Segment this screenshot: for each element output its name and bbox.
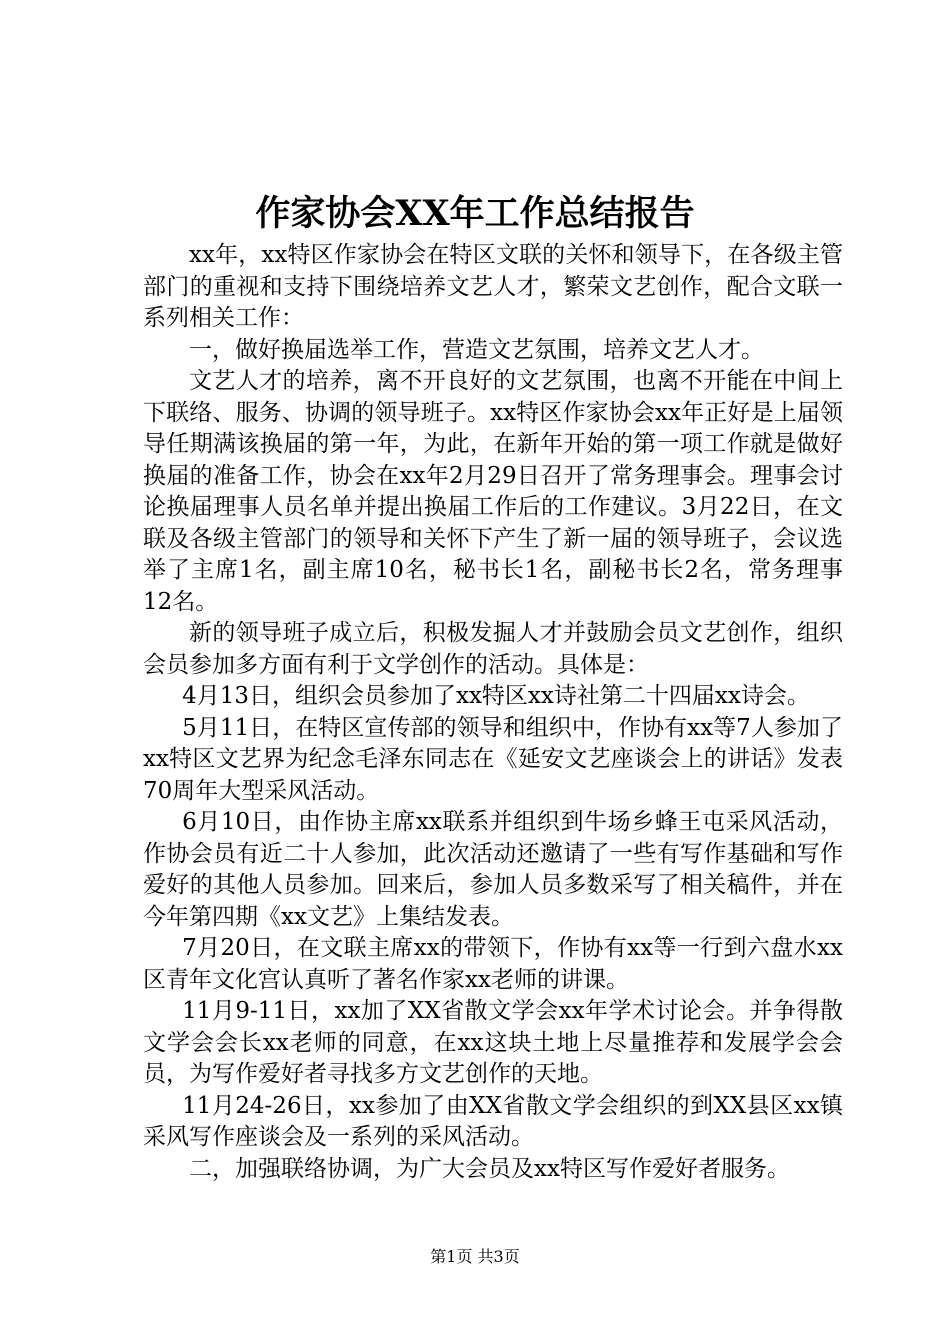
paragraph-intro: xx年，xx特区作家协会在特区文联的关怀和领导下，在各级主管部门的重视和支持下围绕培养文艺人才，繁荣文艺创作，配合文联一系列相关工作： bbox=[143, 242, 843, 331]
paragraph-nov-24-26: 11月24-26日，xx参加了由XX省散文学会组织的到XX县区xx镇采风写作座谈会及一系列的采风活动。 bbox=[143, 1092, 843, 1150]
section-heading-2: 二，加强联络协调，为广大会员及xx特区写作爱好者服务。 bbox=[189, 1155, 790, 1182]
paragraph-nov-9-11: 11月9-11日，xx加了XX省散文学会xx年学术讨论会。并争得散文学会会长xx老师的同意，在xx这块土地上尽量推荐和发展学会会员，为写作爱好者寻找多方文艺创作的天地。 bbox=[143, 998, 843, 1087]
document-body bbox=[143, 240, 843, 1185]
paragraph-election: 文艺人才的培养，离不开良好的文艺氛围，也离不开能在中间上下联络、服务、协调的领导班子。xx特区作家协会xx年正好是上届领导任期满该换届的第一年，为此，在新年开始的第一项工作就是做好换届的准备工作，协会在xx年2月29日召开了常务理事会。理事会讨论换届理事人员名单并提出换届工作后的工作建议。3月22日，在文联及各级主管部门的领导和关怀下产生了新一届的领导班子，会议选举了主席1名，副主席10名，秘书长1名，副秘书长2名，常务理事12名。 bbox=[143, 368, 843, 615]
paragraph-july-20: 7月20日，在文联主席xx的带领下，作协有xx等一行到六盘水xx区青年文化宫认真听了著名作家xx老师的讲课。 bbox=[143, 935, 843, 993]
paragraph-may-11: 5月11日，在特区宣传部的领导和组织中，作协有xx等7人参加了xx特区文艺界为纪念毛泽东同志在《延安文艺座谈会上的讲话》发表70周年大型采风活动。 bbox=[143, 714, 843, 804]
paragraph-april-13: 4月13日，组织会员参加了xx特区xx诗社第二十四届xx诗会。 bbox=[182, 683, 810, 709]
paragraph-june-10: 6月10日，由作协主席xx联系并组织到牛场乡蜂王屯采风活动，作协会员有近二十人参加，此次活动还邀请了一些有写作基础和写作爱好的其他人员参加。回来后，参加人员多数采写了相关稿件，并在今年第四期《xx文艺》上集结发表。 bbox=[143, 809, 843, 930]
section-heading-1: 一，做好换届选举工作，营造文艺氛围，培养文艺人才。 bbox=[189, 336, 764, 363]
paragraph-new-leadership: 新的领导班子成立后，积极发掘人才并鼓励会员文艺创作，组织会员参加多方面有利于文学创作的活动。具体是： bbox=[143, 620, 843, 678]
page-footer: 第1页 共3页 bbox=[430, 1247, 520, 1266]
document-title: 作家协会XX年工作总结报告 bbox=[255, 193, 695, 234]
